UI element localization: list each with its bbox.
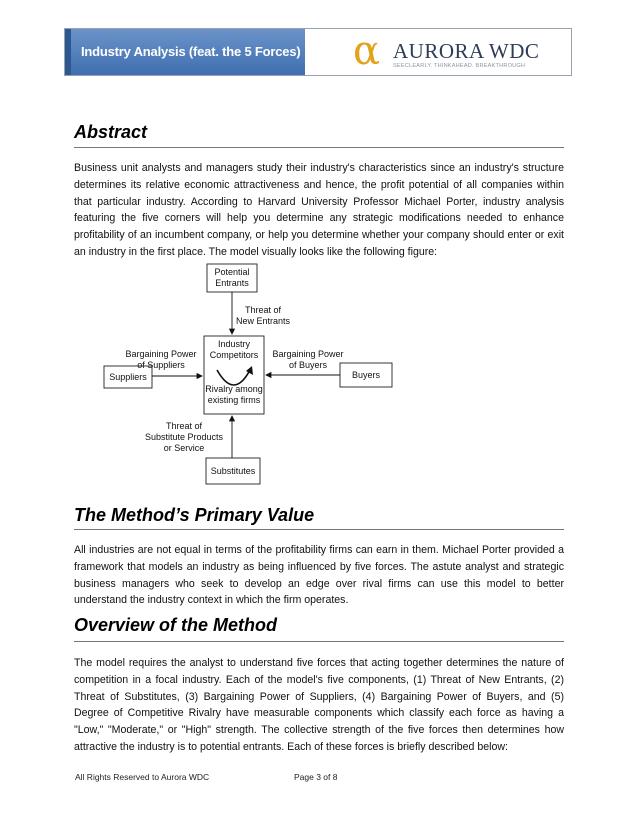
label-industry-competitors-2: Competitors	[209, 350, 259, 360]
label-potential-entrants-2: Entrants	[215, 278, 249, 288]
label-bargaining-suppliers-2: of Suppliers	[137, 360, 185, 370]
five-forces-diagram	[100, 258, 400, 488]
abstract-rule	[74, 147, 564, 148]
label-suppliers: Suppliers	[109, 372, 147, 382]
label-rivalry-1: Rivalry among	[205, 384, 263, 394]
label-potential-entrants-1: Potential	[214, 267, 250, 277]
aurora-logo	[353, 28, 567, 74]
label-threat-substitutes-2: Substitute Products	[144, 432, 224, 442]
primary-value-rule	[74, 529, 564, 530]
label-buyers: Buyers	[351, 370, 381, 380]
label-bargaining-suppliers-1: Bargaining Power	[125, 349, 197, 359]
label-rivalry-2: existing firms	[207, 395, 261, 405]
label-bargaining-buyers-2: of Buyers	[288, 360, 328, 370]
primary-value-heading: The Method’s Primary Value	[74, 505, 315, 525]
logo-tagline: SEECLEARLY. THINKAHEAD. BREAKTHROUGH	[393, 63, 526, 69]
alpha-logo-icon: α	[353, 28, 381, 74]
abstract-body: Business unit analysts and managers study their industry's characteristics since an industry's structure determines its relative economic attractiveness and hence, the profit potential of all companies within that particular industry. According to Harvard University Professor Michael Porter, industry analysis featuring the five corners will help you determine any strategic modifications needed to enhance profitability of an incumbent company, or help you determine whether your company should enter or exit an industry in the first place. The model visually looks like the following figure:	[74, 162, 564, 258]
label-substitutes: Substitutes	[210, 466, 256, 476]
document-title: Industry Analysis (feat. the 5 Forces)	[81, 44, 301, 59]
label-bargaining-buyers-1: Bargaining Power	[272, 349, 344, 359]
primary-value-body: All industries are not equal in terms of the profitability firms can earn in them. Michael Porter provided a framework that models an industry as being influenced by five forces. The astute analyst and strategic business managers who seek to develop an edge over rival firms can use this model to better understand the industry context in which the firm operates.	[74, 544, 564, 607]
footer-page-number: Page 3 of 8	[294, 772, 338, 782]
logo-company-name: AURORA WDC	[393, 39, 540, 63]
label-threat-substitutes-3: or Service	[163, 443, 205, 453]
overview-rule	[74, 641, 564, 642]
page-header	[64, 28, 572, 76]
overview-heading: Overview of the Method	[74, 615, 278, 635]
label-threat-substitutes-1: Threat of	[165, 421, 203, 431]
label-industry-competitors-1: Industry	[217, 339, 251, 349]
label-threat-new-entrants-2: New Entrants	[235, 316, 291, 326]
overview-body: The model requires the analyst to understand five forces that acting together determines the nature of competition in a focal industry. Each of the model's five components, (1) Threat of New Entrants, (2) Threat of Substitutes, (3) Bargaining Power of Suppliers, (4) Bargaining Power of Buyers, and (5) Degree of Competitive Rivalry have measurable components which classify each force as having a "Low," "Moderate," or "High" strength. The collective strength of the five forces then determines how attractive the industry is to potential entrants. Each of these forces is briefly described below:	[74, 657, 564, 753]
label-threat-new-entrants-1: Threat of	[244, 305, 282, 315]
abstract-heading: Abstract	[74, 122, 148, 142]
header-title-bar	[65, 29, 305, 75]
footer-rights: All Rights Reserved to Aurora WDC	[75, 772, 210, 782]
rivalry-cycle-arrow	[217, 370, 250, 385]
